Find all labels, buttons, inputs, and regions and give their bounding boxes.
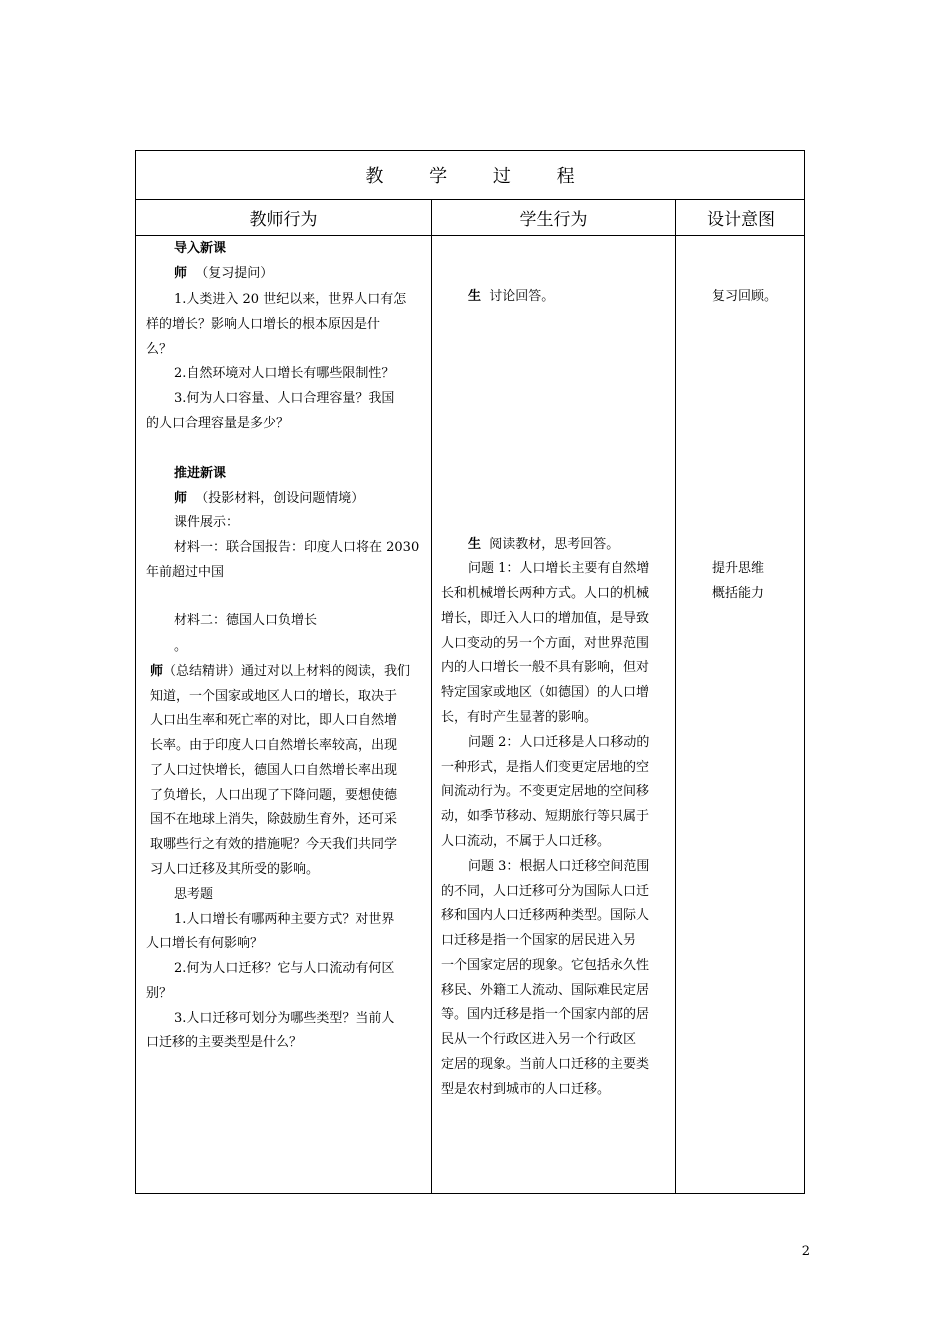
review-question-1: 1.人类进入 20 世纪以来，世界人口有怎	[174, 292, 407, 307]
review-question-1-cont: 样的增长？影响人口增长的根本原因是什	[146, 317, 381, 332]
think-question-1-cont: 人口增长有何影响？	[146, 936, 264, 951]
column-divider-2	[675, 199, 676, 1193]
answer-3-line-8: 民从一个行政区进入另一个行政区	[441, 1032, 637, 1047]
think-question-2: 2.何为人口迁移？它与人口流动有何区	[174, 961, 395, 976]
courseware-label: 课件展示：	[174, 515, 240, 530]
student-role-label: 生	[468, 537, 482, 552]
header-divider	[136, 235, 804, 236]
answer-2-line-4: 动，如季节移动、短期旅行等只属于	[441, 809, 650, 824]
review-question-2: 2.自然环境对人口增长有哪些限制性？	[174, 366, 395, 381]
review-question-3-cont: 的人口合理容量是多少？	[146, 416, 290, 431]
think-question-1: 1.人口增长有哪两种主要方式？对世界	[174, 912, 395, 927]
answer-2-line-5: 人口流动，不属于人口迁移。	[441, 834, 611, 849]
review-question-3: 3.何为人口容量、人口合理容量？我国	[174, 391, 395, 406]
think-question-3: 3.人口迁移可划分为哪些类型？当前人	[174, 1011, 395, 1026]
student-response-1	[468, 284, 554, 309]
summary-line-7: 国不在地球上消失，除鼓励生育外，还可采	[150, 812, 398, 827]
think-question-2-cont: 别？	[146, 986, 173, 1001]
answer-3-line-5: 一个国家定居的现象。它包括永久性	[441, 958, 650, 973]
answer-3-line-1: 问题 3：根据人口迁移空间范围	[468, 859, 650, 874]
answer-1-line-6: 特定国家或地区（如德国）的人口增	[441, 685, 650, 700]
answer-3-line-2: 的不同，人口迁移可分为国际人口迁	[441, 884, 650, 899]
intro-role-note: （复习提问）	[195, 266, 274, 281]
table-title: 教 学 过 程	[365, 166, 595, 187]
think-question-3-cont: 口迁移的主要类型是什么？	[146, 1035, 303, 1050]
advance-heading: 推进新课	[174, 466, 227, 481]
material-1-cont: 年前超过中国	[146, 565, 225, 580]
student-response-text: 阅读教材，思考回答。	[489, 537, 620, 552]
student-response-2	[468, 532, 619, 557]
advance-role-line	[174, 486, 364, 511]
material-1: 材料一：联合国报告：印度人口将在 2030	[174, 540, 420, 555]
intro-role-line	[174, 261, 273, 286]
teaching-process-table	[135, 150, 805, 1194]
answer-1-line-7: 长，有时产生显著的影响。	[441, 710, 598, 725]
answer-3-line-7: 等。国内迁移是指一个国家内部的居	[441, 1007, 650, 1022]
teacher-role-label: 师	[150, 664, 164, 679]
summary-line-5: 了人口过快增长，德国人口自然增长率出现	[150, 763, 398, 778]
summary-line-9: 习人口迁移及其所受的影响。	[150, 862, 320, 877]
header-design-intent: 设计意图	[707, 209, 775, 230]
student-response-text: 讨论回答。	[489, 289, 555, 304]
think-heading: 思考题	[174, 887, 214, 902]
teacher-role-label: 师	[174, 266, 188, 281]
answer-3-line-6: 移民、外籍工人流动、国际难民定居	[441, 983, 650, 998]
summary-line-8: 取哪些行之有效的措施呢？今天我们共同学	[150, 837, 398, 852]
answer-1-line-2: 长和机械增长两种方式。人口的机械	[441, 586, 650, 601]
summary-line-2: 知道，一个国家或地区人口的增长，取决于	[150, 689, 398, 704]
page-number: 2	[801, 1244, 810, 1259]
answer-3-line-10: 型是农村到城市的人口迁移。	[441, 1082, 611, 1097]
material-2: 材料二：德国人口负增长	[174, 613, 318, 628]
design-intent-thinking: 提升思维	[712, 561, 765, 576]
summary-line-1	[150, 659, 410, 684]
review-question-1-end: 么？	[146, 342, 173, 357]
design-intent-review: 复习回顾。	[712, 289, 778, 304]
answer-1-line-3: 增长，即迁入人口的增加值，是导致	[441, 611, 650, 626]
answer-1-line-4: 人口变动的另一个方面，对世界范围	[441, 636, 650, 651]
advance-role-note: （投影材料，创设问题情境）	[195, 491, 365, 506]
student-role-label: 生	[468, 289, 482, 304]
header-student-behavior: 学生行为	[519, 209, 588, 230]
period-mark: 。	[174, 639, 188, 654]
answer-3-line-4: 口迁移是指一个国家的居民进入另	[441, 933, 637, 948]
answer-1-line-1: 问题 1：人口增长主要有自然增	[468, 561, 650, 576]
column-divider-1	[431, 199, 432, 1193]
answer-2-line-2: 一种形式，是指人们变更定居地的空	[441, 760, 650, 775]
summary-text: （总结精讲）通过对以上材料的阅读，我们	[163, 664, 411, 679]
summary-line-6: 了负增长，人口出现了下降问题，要想使德	[150, 788, 398, 803]
header-teacher-behavior: 教师行为	[249, 209, 318, 230]
intro-heading: 导入新课	[174, 241, 227, 256]
design-intent-summarize: 概括能力	[712, 586, 765, 601]
answer-2-line-1: 问题 2：人口迁移是人口移动的	[468, 735, 650, 750]
answer-3-line-3: 移和国内人口迁移两种类型。国际人	[441, 908, 650, 923]
teacher-role-label: 师	[174, 491, 188, 506]
summary-line-3: 人口出生率和死亡率的对比，即人口自然增	[150, 713, 398, 728]
answer-2-line-3: 间流动行为。不变更定居地的空间移	[441, 784, 650, 799]
answer-1-line-5: 内的人口增长一般不具有影响，但对	[441, 660, 650, 675]
answer-3-line-9: 定居的现象。当前人口迁移的主要类	[441, 1057, 650, 1072]
summary-line-4: 长率。由于印度人口自然增长率较高，出现	[150, 738, 398, 753]
